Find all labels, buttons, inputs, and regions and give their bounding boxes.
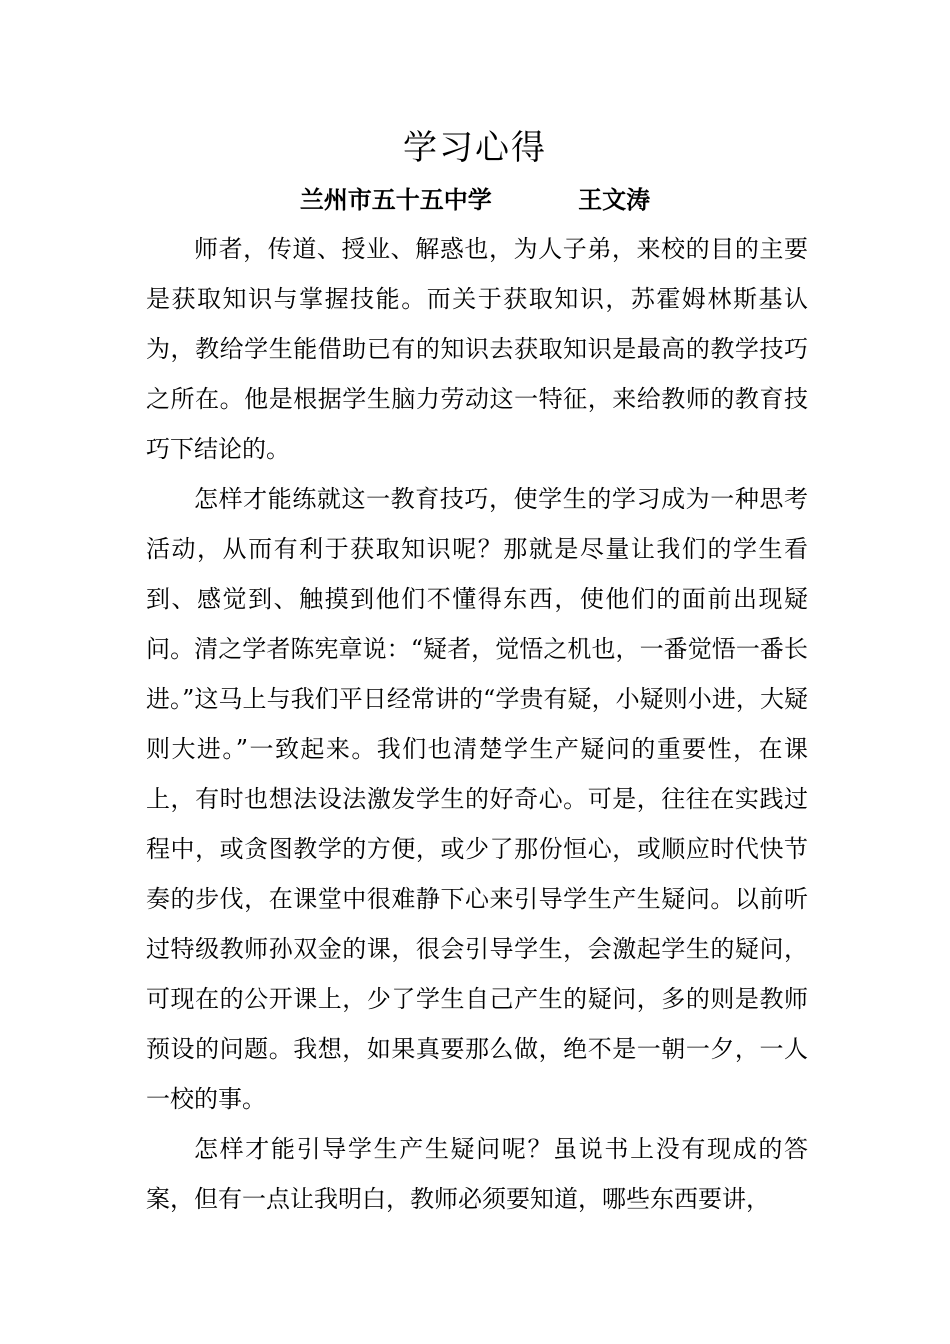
paragraph-1: 师者，传道、授业、解惑也，为人子弟，来校的目的主要是获取知识与掌握技能。而关于获取知识，苏霍姆林斯基认为，教给学生能借助已有的知识去获取知识是最高的教学技巧之所在。他是根据学生脑力劳动这一特征，来给教师的教育技巧下结论的。 <box>146 235 808 463</box>
paragraph-3: 怎样才能引导学生产生疑问呢？虽说书上没有现成的答案，但有一点让我明白，教师必须要知道，哪些东西要讲， <box>146 1135 808 1213</box>
byline <box>0 180 950 220</box>
author-name: 王文涛 <box>578 186 651 214</box>
body-text <box>146 224 808 1224</box>
document-title: 学习心得 <box>403 128 547 168</box>
school-name: 兰州市五十五中学 <box>299 186 492 214</box>
paragraph-2: 怎样才能练就这一教育技巧，使学生的学习成为一种思考活动，从而有利于获取知识呢？那就是尽量让我们的学生看到、感觉到、触摸到他们不懂得东西，使他们的面前出现疑问。清之学者陈宪章说：“疑者，觉悟之机也，一番觉悟一番长进。”这马上与我们平日经常讲的“学贵有疑，小疑则小进，大疑则大进。”一致起来。我们也清楚学生产疑问的重要性，在课上，有时也想法设法激发学生的好奇心。可是，往往在实践过程中，或贪图教学的方便，或少了那份恒心，或顺应时代快节奏的步伐，在课堂中很难静下心来引导学生产生疑问。以前听过特级教师孙双金的课，很会引导学生，会激起学生的疑问，可现在的公开课上，少了学生自己产生的疑问，多的则是教师预设的问题。我想，如果真要那么做，绝不是一朝一夕，一人一校的事。 <box>146 485 808 1113</box>
